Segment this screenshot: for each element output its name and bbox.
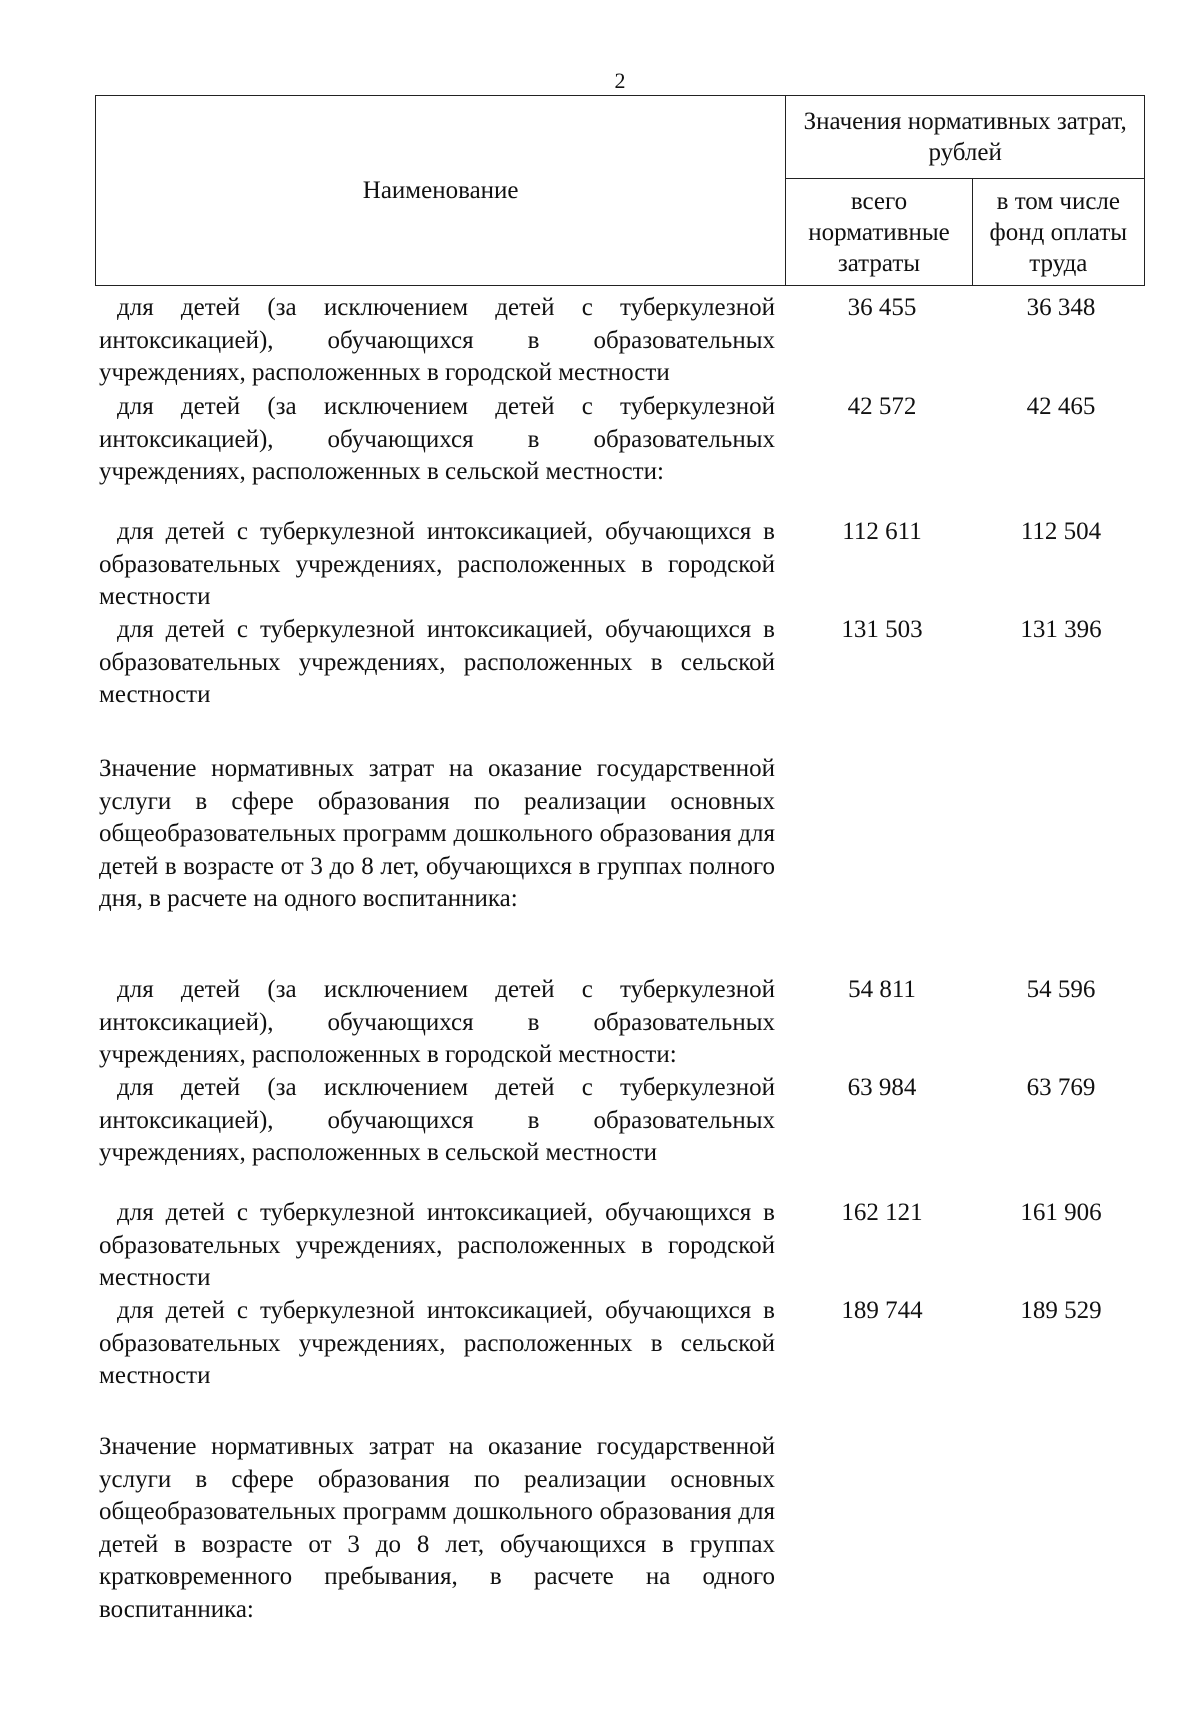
table-row [99,292,1149,390]
row-payroll-value: 42 465 [1026,393,1096,420]
row-payroll-value: 112 504 [1020,518,1102,545]
row-total-value: 63 984 [847,1074,917,1101]
table-row [99,391,1149,489]
row-total-value: 162 121 [841,1199,923,1226]
row-description: для детей с туберкулезной интоксикацией, обучающихся в образовательных учреждениях, расположенных в сельской местности [99,616,775,708]
row-description: для детей (за исключением детей с туберкулезной интоксикацией), обучающихся в образовательных учреждениях, расположенных в городской местности [99,294,775,386]
row-total-value: 131 503 [841,616,923,643]
table-row [99,1197,1149,1295]
table-row [99,1295,1149,1393]
row-total-value: 189 744 [841,1297,923,1324]
row-payroll-value: 161 906 [1020,1199,1102,1226]
row-description: для детей с туберкулезной интоксикацией, обучающихся в образовательных учреждениях, расположенных в сельской местности [99,1297,775,1389]
row-payroll-value: 63 769 [1026,1074,1096,1101]
section-heading-text: Значение нормативных затрат на оказание государственной услуги в сфере образования по реализации основных общеобразовательных программ дошкольного образования для детей в возрасте от 3 до 8 лет, обучающихся в группах кратковременного пребывания, в расчете на одного воспитанника: [99,1433,775,1623]
row-payroll-value: 189 529 [1020,1297,1102,1324]
row-total-value: 54 811 [848,976,916,1003]
table-row [99,516,1149,614]
row-total-value: 42 572 [847,393,917,420]
row-description: для детей (за исключением детей с туберкулезной интоксикацией), обучающихся в образовательных учреждениях, расположенных в городской местности: [99,976,775,1068]
row-description: для детей (за исключением детей с туберкулезной интоксикацией), обучающихся в образовательных учреждениях, расположенных в сельской местности [99,1074,775,1166]
row-total-value: 36 455 [847,294,917,321]
column-header-payroll: в том числе фонд оплаты труда [972,179,1144,286]
column-header-total: всего нормативные затраты [786,179,972,286]
row-description: для детей с туберкулезной интоксикацией, обучающихся в образовательных учреждениях, расположенных в городской местности [99,518,775,610]
page-number: 2 [614,68,626,93]
row-payroll-value: 131 396 [1020,616,1102,643]
row-description: для детей (за исключением детей с туберкулезной интоксикацией), обучающихся в образовательных учреждениях, расположенных в сельской местности: [99,393,775,485]
row-total-value: 112 611 [842,518,922,545]
section-heading [99,753,1149,916]
column-header-name: Наименование [96,96,786,286]
column-header-values: Значения нормативных затрат, рублей [786,96,1145,179]
section-heading [99,1431,1149,1626]
table-header [95,95,1145,286]
row-payroll-value: 54 596 [1026,976,1096,1003]
table-row [99,614,1149,712]
row-description: для детей с туберкулезной интоксикацией, обучающихся в образовательных учреждениях, расположенных в городской местности [99,1199,775,1291]
table-row [99,1072,1149,1170]
table-row [99,974,1149,1072]
row-payroll-value: 36 348 [1026,294,1096,321]
section-heading-text: Значение нормативных затрат на оказание государственной услуги в сфере образования по реализации основных общеобразовательных программ дошкольного образования для детей в возрасте от 3 до 8 лет, обучающихся в группах полного дня, в расчете на одного воспитанника: [99,755,775,912]
